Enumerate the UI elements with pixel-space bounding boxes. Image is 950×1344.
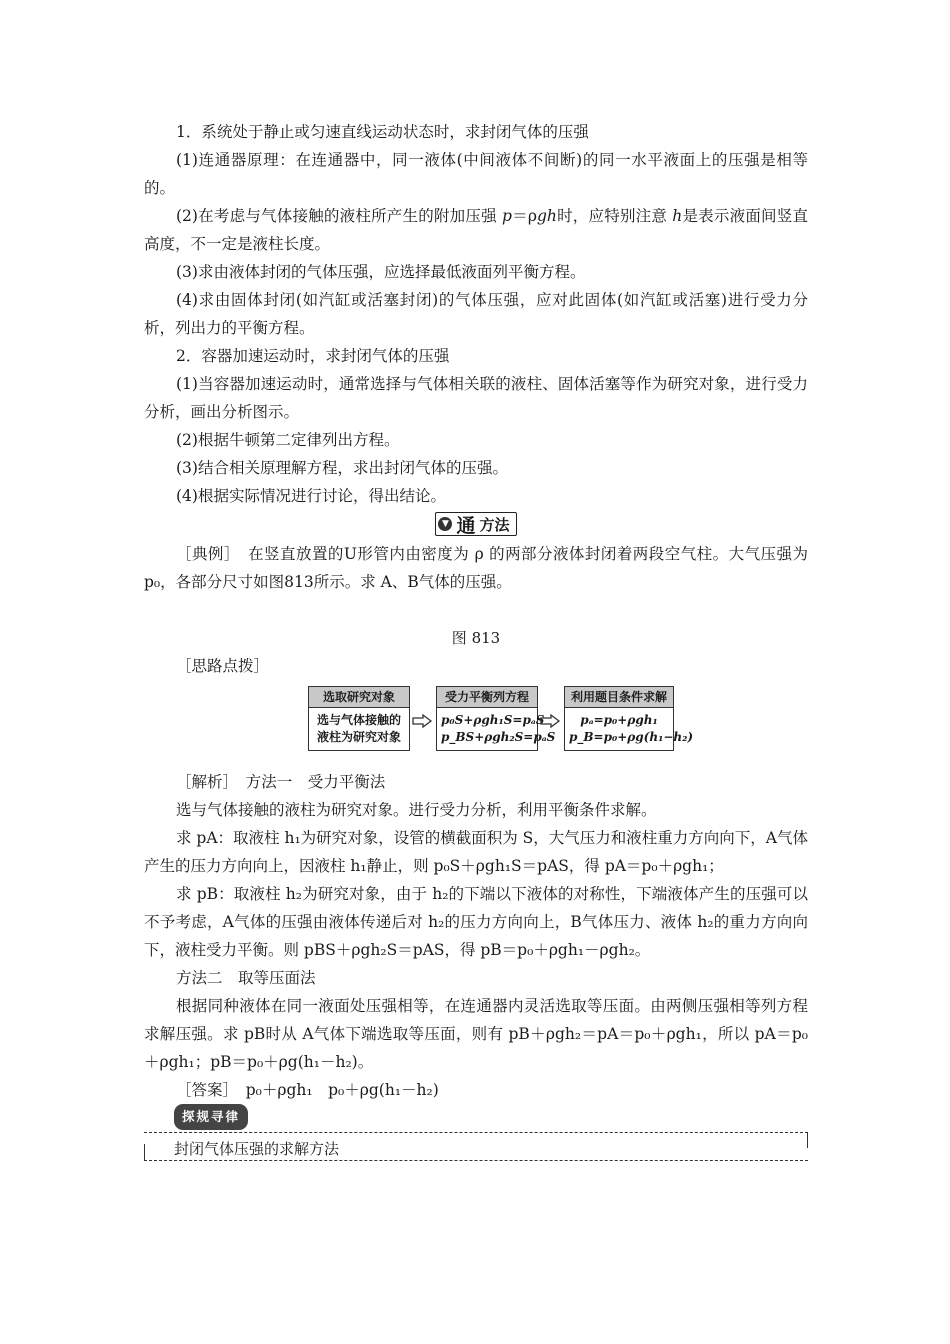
analysis-heading: ［解析］ 方法一 受力平衡法 bbox=[176, 773, 386, 791]
rule-frame bbox=[144, 1132, 808, 1162]
example-text: 在竖直放置的U形管内由密度为 ρ 的两部分液体封闭着两段空气柱。大气压强为 p₀，各部分尺寸如图813所示。求 A、B气体的压强。 bbox=[144, 545, 808, 591]
flow-box-line: pₐ=p₀+ρgh₁ bbox=[580, 713, 658, 727]
section1-item4: (4)求由固体封闭(如汽缸或活塞封闭)的气体压强，应对此固体(如汽缸或活塞)进行受力分析，列出力的平衡方程。 bbox=[144, 291, 808, 337]
example-paragraph bbox=[144, 540, 808, 596]
analysis-pa: 求 pA：取液柱 h₁为研究对象，设管的横截面积为 S，大气压力和液柱重力方向向下，A气体产生的压力方向向上，因液柱 h₁静止，则 p₀S＋ρgh₁S＝pAS，得 pA＝p₀＋ρgh₁； bbox=[144, 829, 808, 875]
analysis-pb: 求 pB：取液柱 h₂为研究对象，由于 h₂的下端以下液体的对称性，下端液体产生的压强可以不予考虑，A气体的压强由液体传递后对 h₂的压力方向向上，B气体压力、液体 h₂的重力方向向下，液柱受力平衡。则 pBS＋ρgh₂S＝pAS，得 pB＝p₀＋ρgh₁－ρgh₂。 bbox=[144, 885, 808, 959]
flow-box-line: p₀S+ρgh₁S=pₐS bbox=[441, 713, 545, 727]
figure-caption: 图 813 bbox=[451, 629, 501, 647]
section2-title: 2．容器加速运动时，求封闭气体的压强 bbox=[176, 347, 450, 365]
flow-box-title: 受力平衡列方程 bbox=[437, 687, 537, 708]
flow-box-line: p_BS+ρgh₂S=pₐS bbox=[441, 730, 556, 744]
analysis-line1: 选与气体接触的液柱为研究对象。进行受力分析，利用平衡条件求解。 bbox=[176, 801, 657, 819]
right-arrow-icon bbox=[412, 714, 432, 728]
section1-title: 1．系统处于静止或匀速直线运动状态时，求封闭气体的压强 bbox=[176, 123, 589, 141]
hint-label: ［思路点拨］ bbox=[176, 657, 270, 675]
document-page bbox=[144, 118, 808, 1162]
flow-box-line: 液柱为研究对象 bbox=[316, 730, 401, 744]
section2-item4: (4)根据实际情况进行讨论，得出结论。 bbox=[176, 487, 446, 505]
section2-item2: (2)根据牛顿第二定律列出方程。 bbox=[176, 431, 400, 449]
flow-box-solve bbox=[564, 686, 694, 751]
rule-tag: 探规寻律 bbox=[174, 1104, 248, 1130]
flow-box-line: 选与气体接触的 bbox=[316, 713, 401, 727]
section1-item2: (2)在考虑与气体接触的液柱所产生的附加压强 p＝ρgh时，应特别注意 h是表示液面间竖直高度，不一定是液柱长度。 bbox=[144, 207, 808, 253]
badge-big-char: 通 bbox=[456, 514, 476, 537]
section2-item1: (1)当容器加速运动时，通常选择与气体相关联的液柱、固体活塞等作为研究对象，进行受力分析，画出分析图示。 bbox=[144, 375, 808, 421]
section2-item3: (3)结合相关原理解方程，求出封闭气体的压强。 bbox=[176, 459, 508, 477]
flow-box-line: p_B=p₀+ρg(h₁−h₂) bbox=[569, 730, 694, 744]
method-two-heading: 方法二 取等压面法 bbox=[176, 969, 316, 987]
rule-title: 封闭气体压强的求解方法 bbox=[174, 1138, 343, 1160]
flow-box-force-balance bbox=[436, 686, 556, 751]
section1-item3: (3)求由液体封闭的气体压强，应选择最低液面列平衡方程。 bbox=[176, 263, 586, 281]
flow-box-title: 选取研究对象 bbox=[309, 687, 409, 708]
thinking-flowchart bbox=[144, 684, 808, 762]
flow-box-title: 利用题目条件求解 bbox=[565, 687, 673, 708]
answer-line: ［答案］ p₀＋ρgh₁ p₀＋ρg(h₁－h₂) bbox=[176, 1081, 439, 1099]
flow-box-select-object bbox=[308, 686, 410, 751]
method-badge bbox=[435, 512, 516, 536]
analysis-method2: 根据同种液体在同一液面处压强相等，在连通器内灵活选取等压面。由两侧压强相等列方程求解压强。求 pB时从 A气体下端选取等压面，则有 pB＋ρgh₂＝pA＝p₀＋ρgh₁，所以 pA＝p₀＋ρgh₁；pB＝p₀＋ρg(h₁－h₂)。 bbox=[144, 997, 808, 1071]
example-label: ［典例］ bbox=[176, 545, 233, 563]
right-arrow-icon bbox=[540, 714, 560, 728]
method-badge-row bbox=[144, 512, 808, 540]
badge-text: 方法 bbox=[479, 515, 510, 534]
down-triangle-icon: ▼ bbox=[438, 517, 452, 531]
rule-tag-row bbox=[144, 1104, 808, 1128]
section1-item1: (1)连通器原理：在连通器中，同一液体(中间液体不间断)的同一水平液面上的压强是相等的。 bbox=[144, 151, 808, 197]
